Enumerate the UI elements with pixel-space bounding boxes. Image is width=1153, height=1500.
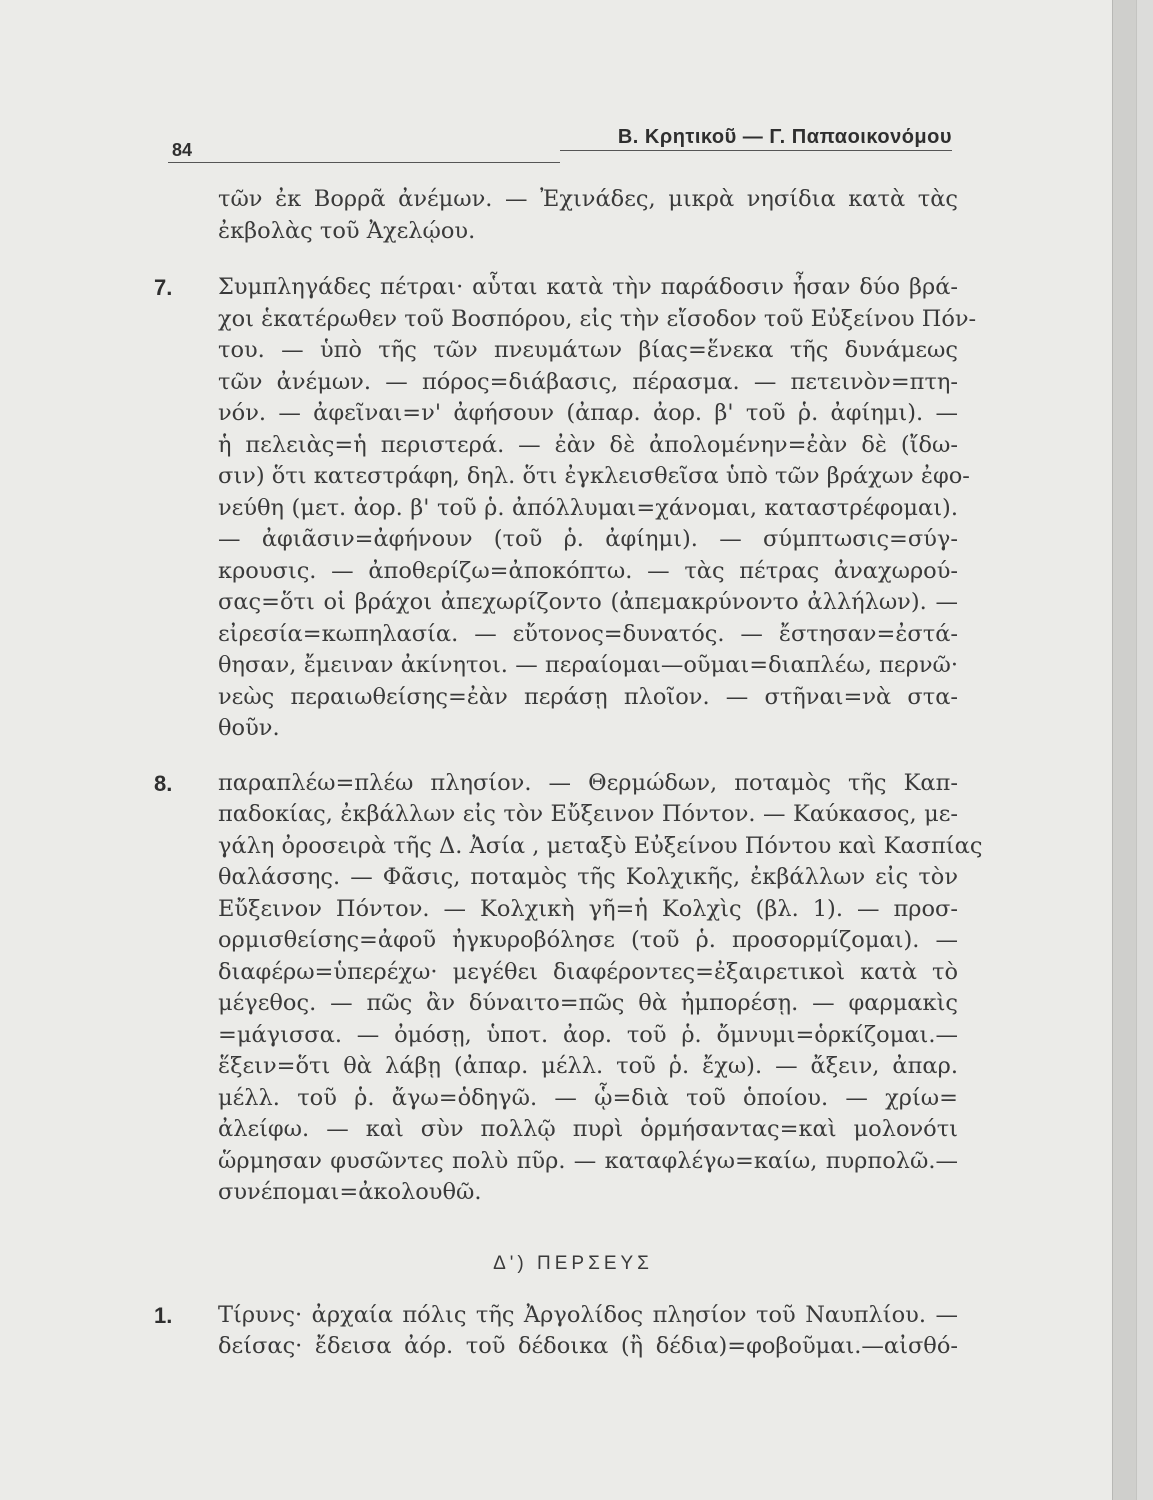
note-8 bbox=[148, 768, 983, 1209]
text-line: μέλλ. τοῦ ῥ. ἄγω=ὁδηγῶ. — ᾧ=διὰ τοῦ ὁποίου. — χρίω= bbox=[218, 1084, 958, 1111]
note-number: 8. bbox=[154, 770, 173, 796]
text-line: θοῦν. bbox=[218, 715, 280, 741]
text-line: τῶν ἀνέμων. — πόρος=διάβασις, πέρασμα. — πετεινὸν=πτη- bbox=[218, 368, 958, 395]
text-line: δείσας· ἔδεισα ἀόρ. τοῦ δέδοικα (ἢ δέδια)=φοβοῦμαι.—αἰσθό- bbox=[218, 1333, 958, 1359]
text-line: θαλάσσης. — Φᾶσις, ποταμὸς τῆς Κολχικῆς, ἐκβάλλων εἰς τὸν bbox=[218, 864, 958, 890]
note-7 bbox=[148, 272, 977, 745]
note-number: 7. bbox=[154, 275, 173, 300]
page-number: 84 bbox=[172, 140, 193, 160]
text-line: ὥρμησαν φυσῶντες πολὺ πῦρ. — καταφλέγω=καίω, πυρπολῶ.— bbox=[218, 1147, 958, 1174]
text-line: διαφέρω=ὑπερέχω· μεγέθει διαφέροντες=ἐξαιρετικοὶ κατὰ τὸ bbox=[218, 958, 958, 985]
page-header bbox=[168, 122, 952, 166]
note-1 bbox=[148, 1300, 958, 1363]
text-line: ἕξειν=ὅτι θὰ λάβῃ (ἀπαρ. μέλλ. τοῦ ῥ. ἔχω). — ἄξειν, ἀπαρ. bbox=[218, 1053, 958, 1079]
text-line: γάλη ὀροσειρὰ τῆς Δ. Ἀσία , μεταξὺ Εὐξείνου Πόντου καὶ Κασπίας bbox=[218, 832, 983, 859]
commentary-body bbox=[148, 184, 983, 1363]
text-line: — ἀφιᾶσιν=ἀφήνουν (τοῦ ῥ. ἀφίημι). — σύμπτωσις=σύγ- bbox=[218, 526, 958, 552]
text-line: παδοκίας, ἐκβάλλων εἰς τὸν Εὔξεινον Πόντον. — Καύκασος, με- bbox=[218, 801, 958, 827]
text-line: ἐκβολὰς τοῦ Ἀχελῴου. bbox=[218, 217, 476, 244]
text-line: Συμπληγάδες πέτραι· αὗται κατὰ τὴν παράδοσιν ἦσαν δύο βρά- bbox=[218, 274, 958, 300]
text-line: Εὔξεινον Πόντον. — Κολχικὴ γῆ=ἡ Κολχὶς (βλ. 1). — προσ- bbox=[218, 895, 958, 922]
text-line: νεὼς περαιωθείσης=ἐὰν περάσῃ πλοῖον. — στῆναι=νὰ στα- bbox=[218, 683, 958, 710]
text-line: θησαν, ἔμειναν ἀκίνητοι. — περαίομαι—οῦμαι=διαπλέω, περνῶ· bbox=[218, 652, 958, 678]
text-line: εἰρεσία=κωπηλασία. — εὔτονος=δυνατός. — ἔστησαν=ἐστά- bbox=[218, 620, 958, 647]
header-rule-left bbox=[168, 162, 560, 163]
text-line: συνέπομαι=ἀκολουθῶ. bbox=[218, 1179, 482, 1205]
text-line: νόν. — ἀφεῖναι=ν' ἀφήσουν (ἀπαρ. ἀορ. β' τοῦ ῥ. ἀφίημι). — bbox=[218, 400, 958, 426]
section-heading: Δ') ΠΕΡΣΕΥΣ bbox=[493, 1252, 653, 1274]
text-line: ἡ πελειὰς=ἡ περιστερά. — ἐὰν δὲ ἀπολομένην=ἐὰν δὲ (ἴδω- bbox=[218, 431, 958, 458]
text-line: ἀλείφω. — καὶ σὺν πολλῷ πυρὶ ὁρμήσαντας=καὶ μολονότι bbox=[218, 1116, 958, 1142]
note-continuation bbox=[148, 184, 958, 247]
text-line: κρουσις. — ἀποθερίζω=ἀποκόπτω. — τὰς πέτρας ἀναχωρού- bbox=[218, 557, 958, 584]
text-line: του. — ὑπὸ τῆς τῶν πνευμάτων βίας=ἕνεκα τῆς δυνάμεως bbox=[218, 337, 958, 363]
text-line: παραπλέω=πλέω πλησίον. — Θερμώδων, ποταμὸς τῆς Καπ- bbox=[218, 769, 958, 796]
text-line: χοι ἑκατέρωθεν τοῦ Βοσπόρου, εἰς τὴν εἴσοδον τοῦ Εὐξείνου Πόν- bbox=[218, 305, 977, 332]
text-line: ορμισθείσης=ἀφοῦ ἠγκυροβόλησε (τοῦ ῥ. προσορμίζομαι). — bbox=[218, 927, 958, 953]
text-line: μέγεθος. — πῶς ἂν δύναιτο=πῶς θὰ ἠμπορέσῃ. — φαρμακὶς bbox=[218, 990, 958, 1016]
text-line: νεύθη (μετ. ἀορ. β' τοῦ ῥ. ἀπόλλυμαι=χάνομαι, καταστρέφομαι). bbox=[218, 494, 958, 521]
header-rule-right bbox=[560, 150, 952, 151]
text-line: Τίρυνς· ἀρχαία πόλις τῆς Ἀργολίδος πλησίον τοῦ Ναυπλίου. — bbox=[218, 1301, 958, 1328]
note-number: 1. bbox=[154, 1302, 173, 1328]
text-line: σιν) ὅτι κατεστράφη, δηλ. ὅτι ἐγκλεισθεῖσα ὑπὸ τῶν βράχων ἐφο- bbox=[218, 463, 970, 489]
page-edge-outer bbox=[1136, 0, 1153, 1500]
text-line: =μάγισσα. — ὀμόσῃ, ὑποτ. ἀορ. τοῦ ῥ. ὄμνυμι=ὁρκίζομαι.— bbox=[218, 1021, 958, 1048]
text-line: σας=ὅτι οἱ βράχοι ἀπεχωρίζοντο (ἀπεμακρύνοντο ἀλλήλων). — bbox=[218, 589, 958, 615]
running-head: Β. Κρητικοῦ — Γ. Παπαοικονόμου bbox=[617, 126, 952, 148]
text-line: τῶν ἐκ Βορρᾶ ἀνέμων. — Ἐχινάδες, μικρὰ νησίδια κατὰ τὰς bbox=[218, 186, 958, 212]
